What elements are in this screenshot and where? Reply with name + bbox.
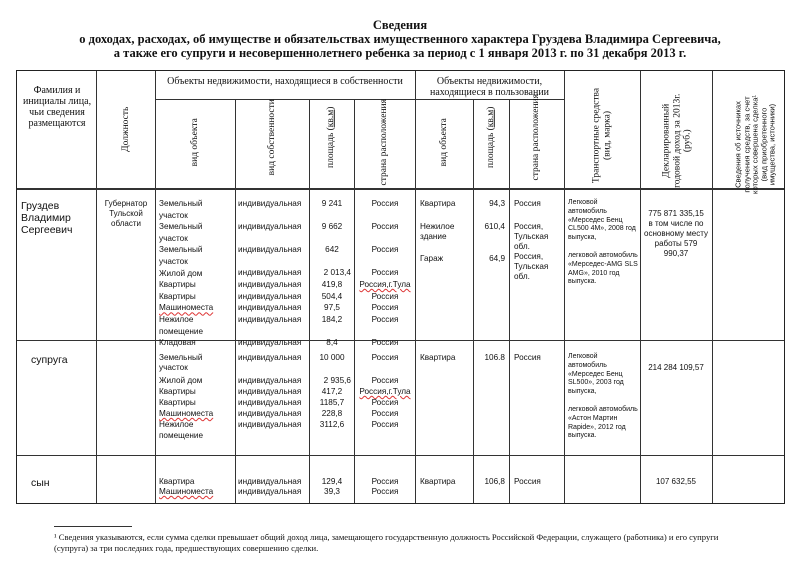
row2-used-type: Квартира: [420, 353, 456, 362]
doc-subtitle-line2: а также его супруги и несовершеннолетнего ребенка за период с 1 января 2013 г. по 31 декабря 2013 г.: [113, 46, 687, 60]
row1-income: 775 871 335,15 в том числе по основному месту работы 579 990,37: [644, 209, 708, 258]
header-owned-group: Объекты недвижимости, находящиеся в собственности: [167, 76, 403, 87]
header-area: площадь (кв.м): [325, 106, 336, 168]
row1-owned-types: Земельный участок Земельный участок Земельный участок Жилой дом Квартиры Квартиры Машиноместа Нежилое помещение Кладовая: [159, 199, 214, 348]
header-vehicles: Транспортные средства (вид, марка): [591, 87, 612, 184]
header-used-country: страна расположения: [530, 94, 541, 181]
header-country: страна расположения: [378, 99, 389, 186]
header-sources: Сведения об источниках получения средств, за счет которых совершена сделка¹ (вид приобретенного имущества, источники): [733, 95, 777, 194]
row1-vehicles: Легковой автомобиль «Мерседес Бенц CL500 4M», 2008 год выпуска, легковой автомобиль «Мерседес-AMG SLS AMG», 2010 год выпуска.: [568, 199, 638, 286]
declaration-table: Фамилия и инициалы лица, чьи сведения размещаются Должность Объекты недвижимости, находящиеся в собственности Объекты недвижимости, находящиеся в пользовании вид объекта вид собственности площадь (кв.м) страна расположения вид объекта площадь (кв.м) страна расположения Транспортные средства (вид, марка) Декларированный годовой доход за 2013г. (руб.) Сведения об источниках получения средств, за счет которых совершена сделка¹ (вид приобретенного имущества, источники) Груздев Владимир Сергеевич Губернатор Тульской области Земельный участок Земельный участок Земельный участок Жилой дом Квартиры Квартиры Машиноместа Нежилое помещение Кладовая индивидуальная индивидуальная индивидуальная индивидуальная индивидуальная индивидуальная индивидуальная индивидуальная индивидуальная 9 241 9 662 642 2 013,4 419,8 504,4 97,5 184,2 8,4 Россия Россия Россия Россия Россия,г.Тула Россия Россия Россия Россия Квартира Нежилое здание Гараж 94,3 610,4 64,9 Россия Россия, Тульская обл. Россия, Тульская обл. Легковой автомобиль «Мерседес Бенц CL500 4M», 2008 год выпуска, легковой автомобиль «Мерседес-AMG SLS AMG», 2010 год выпуска. 775 871 335,15 в том числе по основному месту работы 579 990,37 супруга Земельный участок Жилой дом Квартиры Квартиры Машиноместа Нежилое помещение индивидуальная индивидуальная индивидуальная индивидуальная индивидуальная индивидуальная 10 000 2 935,6 417,2 1185,7 228,8 3112,6 Россия Россия Россия,г.Тула Россия Россия Россия Квартира 106.8 Россия Легковой автомобиль «Мерседес Бенц SL500», 2003 год выпуска, легковой автомобиль «Астон Мартин Rapide», 2012 год выпуска. 214 284 109,57 сын Квартира Машиноместа индивидуальная индивидуальная 129,4 39,3 Россия Россия Квартира 106,8 Россия 107 632,55: [16, 70, 785, 504]
doc-subtitle-line1: о доходах, расходах, об имуществе и обязательствах имущественного характера Груздева Владимира Сергеевича,: [79, 32, 721, 46]
row3-used-type: Квартира: [420, 477, 456, 486]
header-used-object-type: вид объекта: [438, 118, 449, 167]
header-ownership-type: вид собственности: [266, 99, 277, 176]
header-name: Фамилия и инициалы лица, чьи сведения размещаются: [22, 85, 92, 129]
row3-name: сын: [31, 477, 50, 489]
header-used-area: площадь (кв.м): [485, 106, 496, 168]
row2-used-country: Россия: [514, 353, 541, 362]
header-object-type: вид объекта: [189, 118, 200, 167]
row3-used-country: Россия: [514, 477, 541, 486]
row2-used-area: 106.8: [484, 353, 505, 362]
row1-name: Груздев Владимир Сергеевич: [21, 200, 73, 236]
row2-name: супруга: [31, 354, 68, 366]
header-income: Декларированный годовой доход за 2013г. (руб.): [661, 93, 693, 188]
doc-title: Сведения: [372, 18, 428, 32]
row2-income: 214 284 109,57: [648, 363, 704, 372]
header-position: Должность: [120, 106, 131, 152]
row1-position: Губернатор Тульской области: [104, 199, 148, 228]
row3-used-area: 106,8: [484, 477, 505, 486]
footnote-divider: [54, 526, 132, 527]
header-used-group: Объекты недвижимости, находящиеся в пользовании: [429, 76, 550, 98]
row2-vehicles: Легковой автомобиль «Мерседес Бенц SL500», 2003 год выпуска, легковой автомобиль «Астон Мартин Rapide», 2012 год выпуска.: [568, 353, 638, 440]
row3-income: 107 632,55: [655, 477, 697, 486]
footnote: ¹ Сведения указываются, если сумма сделки превышает общий доход лица, замещающего государственную должность Российской Федерации, служащего (работника) и его супруги (супруга) за три последних года, предшествующих совершению сделки.: [54, 532, 719, 553]
